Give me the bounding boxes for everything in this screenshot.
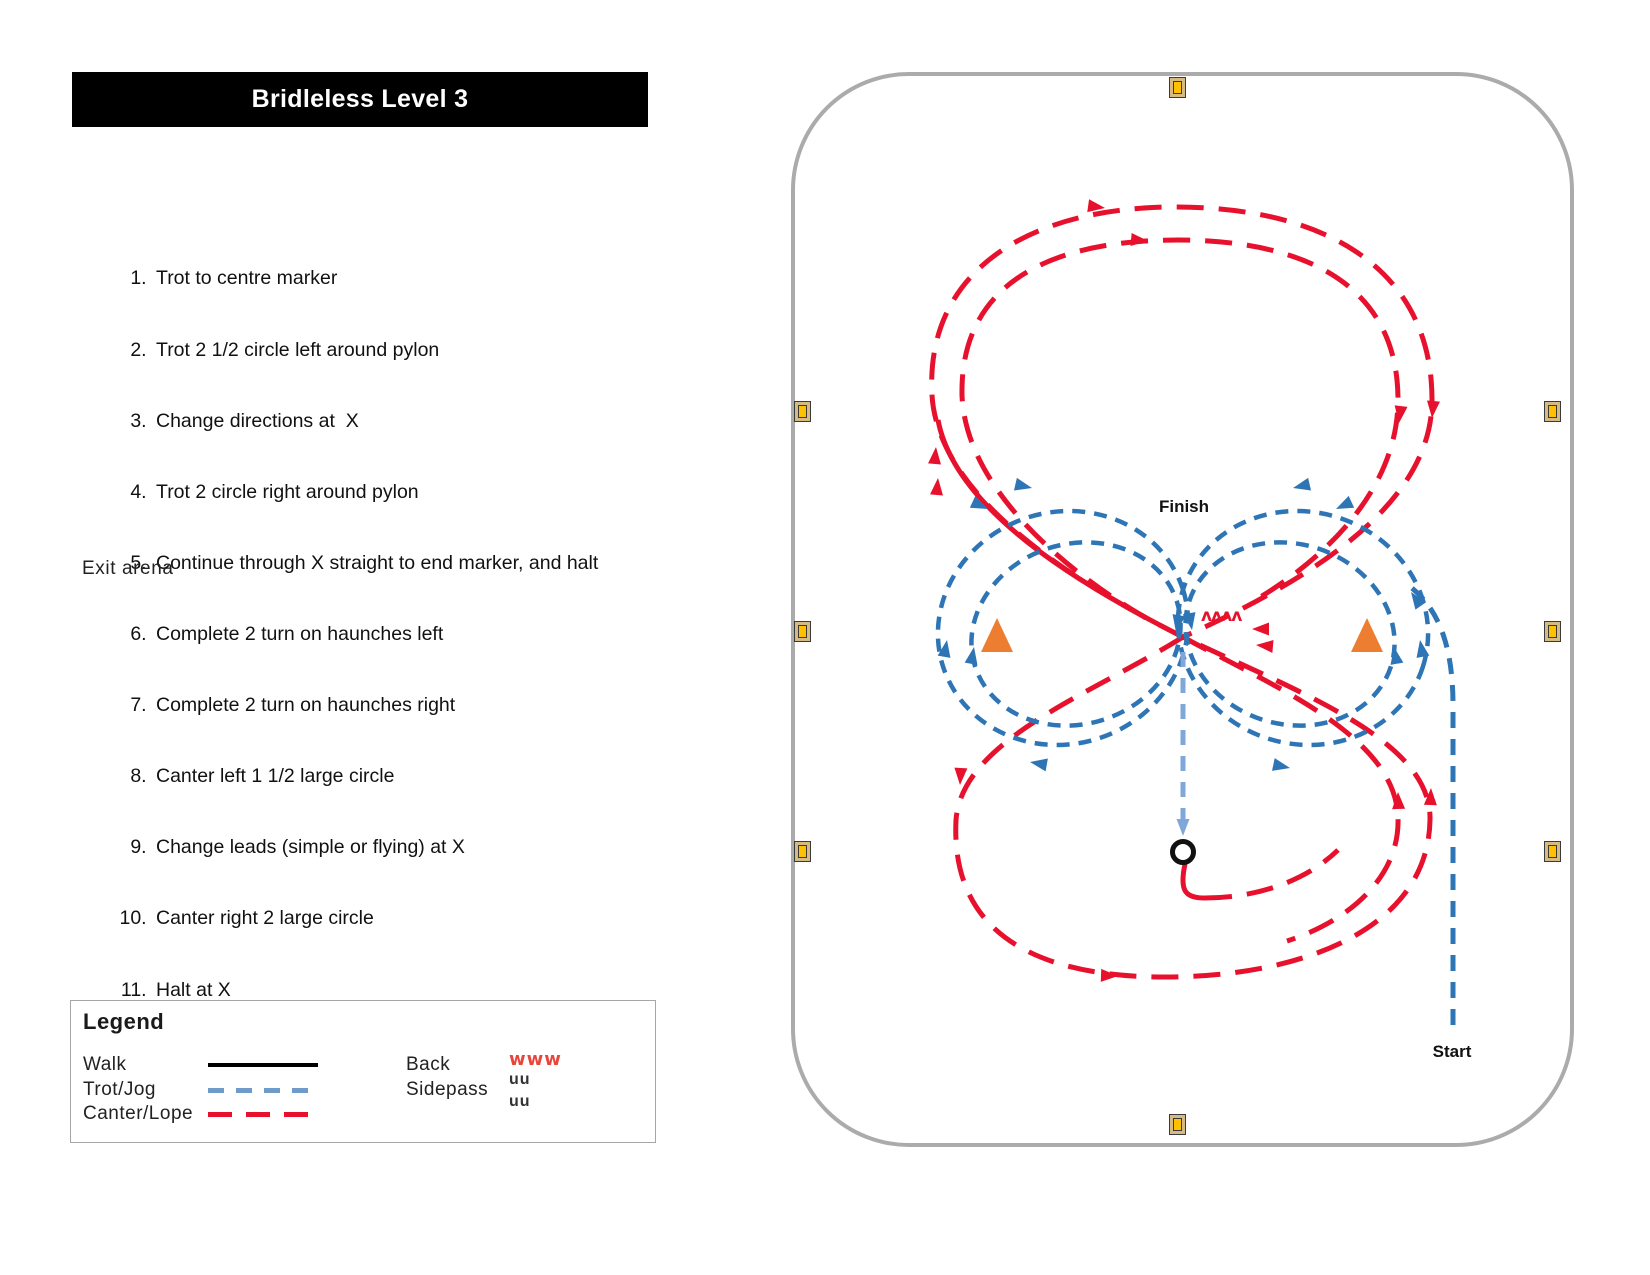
canter-depart-solid (1183, 864, 1205, 898)
instruction-item: 11. Halt at X (152, 979, 678, 1003)
arena-marker-left-upper (795, 402, 810, 421)
legend-back-label: Back (406, 1054, 451, 1075)
exit-arena-note: Exit arena (82, 558, 174, 579)
legend-title: Legend (83, 1009, 165, 1034)
canter-entry-solid-segment (938, 420, 1183, 637)
instruction-item: 10. Canter right 2 large circle (152, 907, 678, 931)
arena-marker-left-middle (795, 622, 810, 641)
arena-marker-top (1170, 78, 1185, 97)
arena-marker-right-middle (1545, 622, 1560, 641)
canter-depart-dashed (1205, 850, 1338, 898)
legend-walk-label: Walk (83, 1054, 127, 1075)
instruction-item: 1. Trot to centre marker (152, 267, 678, 291)
legend-sidepass-label: Sidepass (406, 1079, 489, 1100)
instruction-item: 2. Trot 2 1/2 circle left around pylon (152, 339, 678, 363)
instruction-item: 4. Trot 2 circle right around pylon (152, 481, 678, 505)
canter-top-circle-outer (932, 207, 1432, 637)
finish-label: Finish (1158, 497, 1210, 516)
arena-marker-right-lower (1545, 842, 1560, 861)
pylon-right (1351, 618, 1383, 652)
instruction-item: 3. Change directions at X (152, 410, 678, 434)
arena-marker-right-upper (1545, 402, 1560, 421)
centre-line-arrowhead (1177, 819, 1190, 836)
canter-bottom-circle-outer (956, 637, 1430, 977)
canter-top-circle-inner (962, 240, 1398, 618)
back-symbol-sample: www (509, 1049, 562, 1070)
end-marker-circle (1170, 839, 1196, 865)
start-label: Start (1432, 1042, 1472, 1061)
trot-right-circle-outer (1147, 479, 1458, 778)
page-title: Bridleless Level 3 (251, 85, 469, 113)
instruction-item: 6. Complete 2 turn on haunches left (152, 623, 678, 647)
instruction-item: 8. Canter left 1 1/2 large circle (152, 765, 678, 789)
arena-marker-left-lower (795, 842, 810, 861)
instruction-item: 9. Change leads (simple or flying) at X (152, 836, 678, 860)
legend-trot-label: Trot/Jog (83, 1079, 156, 1100)
legend-canter-label: Canter/Lope (83, 1103, 194, 1124)
pylon-left (981, 618, 1013, 652)
sidepass-symbol-sample: uu uu (509, 1071, 531, 1110)
arena-marker-bottom (1170, 1115, 1185, 1134)
trot-left-circle-outer (907, 479, 1218, 778)
instruction-item: 5. Continue through X straight to end marker, and halt (152, 552, 678, 576)
trot-start-line (1408, 585, 1453, 1025)
back-steps-marks: ʌʌʌʌ (1201, 606, 1242, 626)
instruction-item: 7. Complete 2 turn on haunches right (152, 694, 678, 718)
